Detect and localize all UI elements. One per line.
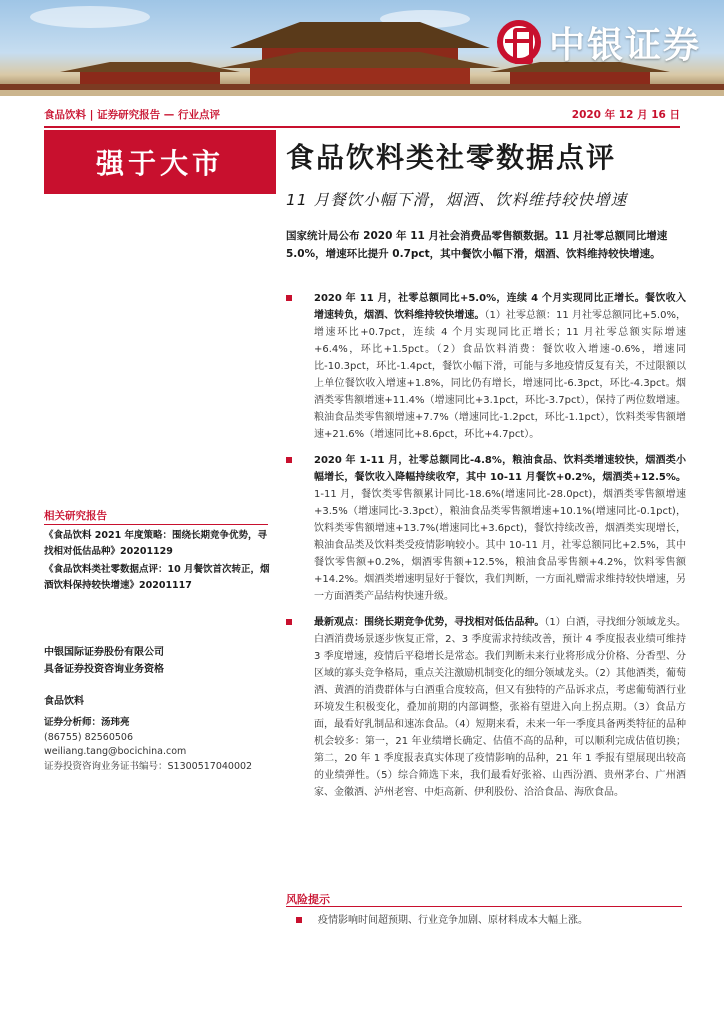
company-name: 中银国际证券股份有限公司 xyxy=(44,647,164,658)
bullet-text: 1-11 月，餐饮类零售额累计同比-18.6%(增速同比-28.0pct)，烟酒类零售额增速+3.5%（增速同比-3.3pct），粮油食品类零售额增速+10.1%(增速同比-0.1pct)，饮料类零售额增速+13.7%(增速同比+3.6pct)，餐饮持续改善，烟酒类实现增长，粮油食品类及饮料类受疫情影响较小。其中 10-11 月，社零总额同比+2.5%，其中餐饮零售额+0.2%，烟酒零售额+12.5%，粮油食品零售额+4.2%，饮料零售额+14.2%。烟酒类增速明显好于餐饮，我们判断，一方面礼赠需求维持较快增速，另一方面酒类产品结构快速升级。 xyxy=(314,489,686,602)
bullet-square-icon xyxy=(286,619,292,625)
bullet-heading: 2020 年 1-11 月，社零总额同比-4.8%，粮油食品、饮料类增速较快，烟酒类小幅增长，餐饮收入降幅持续收窄，其中 10-11 月餐饮+0.2%，烟酒类+12.5%。 xyxy=(314,455,686,483)
bullet-text: （1）社零总额：11 月社零总额同比+5.0%，增速环比+0.7pct，连续 4 个月实现同比正增长；11 月社零总额实际增速+6.4%，环比+1.5pct。（2）食品饮料消费：餐饮收入增速-0.6%，增速同比-10.3pct，环比-1.4pct，餐饮小幅下滑，可能与多地疫情反复有关，不过限额以上单位餐饮收入增速+1.8%，同比仍有增长，增速同比-6.3pct，环比-4.3pct。烟酒类零售额增速+11.4%（增速同比+3.1pct，环比-3.7pct），保持了两位数增速。粮油食品类零售额增速+7.7%（增速同比-1.2pct，环比-1.1pct），饮料类零售额增速+21.6%（增速同比+8.6pct，环比+4.7pct）。 xyxy=(314,310,686,440)
bullet-square-icon xyxy=(286,457,292,463)
analyst-license: 证券投资咨询业务证书编号：S1300517040002 xyxy=(44,760,253,772)
analyst-email[interactable]: weiliang.tang@bocichina.com xyxy=(44,746,187,757)
related-report-link[interactable]: 《食品饮料类社零数据点评：10 月餐饮首次转正，烟酒饮料保持较快增速》20201117 xyxy=(44,564,270,591)
bullet-square-icon xyxy=(286,295,292,301)
boc-logo-icon xyxy=(497,20,541,64)
logo-text: 中银证券 xyxy=(548,23,701,66)
bullet-square-icon xyxy=(296,917,302,923)
divider xyxy=(44,524,268,525)
industry-label: 食品饮料 xyxy=(44,696,84,707)
page-subtitle: 11 月餐饮小幅下滑，烟酒、饮料维持较快增速 xyxy=(286,191,628,209)
analyst-phone: (86755) 82560506 xyxy=(44,731,134,743)
analyst-info xyxy=(44,716,272,774)
company-logo xyxy=(474,8,724,76)
related-reports-list xyxy=(44,528,270,596)
list-item xyxy=(286,452,686,605)
risk-item xyxy=(296,911,588,926)
bullet-heading: 最新观点：围绕长期竞争优势，寻找相对低估品种。 xyxy=(314,617,545,628)
report-category: 食品饮料 | 证券研究报告 — 行业点评 xyxy=(44,108,220,121)
report-date: 2020 年 12 月 16 日 xyxy=(571,108,680,121)
analyst-name: 证券分析师：汤玮亮 xyxy=(44,717,130,728)
certification-text: 具备证券投资咨询业务资格 xyxy=(44,664,164,675)
risk-text: 疫情影响时间超预期、行业竞争加剧、原材料成本大幅上涨。 xyxy=(318,915,588,926)
company-certification xyxy=(44,644,270,678)
related-reports-title: 相关研究报告 xyxy=(44,510,107,522)
divider xyxy=(44,126,680,128)
rating-badge xyxy=(44,130,276,194)
divider xyxy=(286,906,682,907)
risk-title: 风险提示 xyxy=(286,893,330,906)
page-title: 食品饮料类社零数据点评 xyxy=(286,141,617,174)
bullet-list xyxy=(286,290,686,810)
meta-bar xyxy=(44,104,680,124)
list-item xyxy=(286,290,686,443)
header-banner xyxy=(0,0,724,96)
summary-paragraph: 国家统计局公布 2020 年 11 月社会消费品零售额数据。11 月社零总额同比增速 5.0%，增速环比提升 0.7pct，其中餐饮小幅下滑，烟酒、饮料维持较快增速。 xyxy=(286,230,668,260)
bullet-heading: 2020 年 11 月，社零总额同比+5.0%，连续 4 个月实现同比正增长。餐饮收入增速转负，烟酒、饮料维持较快增速。 xyxy=(314,293,686,321)
bullet-text: （1）白酒，寻找细分领域龙头。白酒消费场景逐步恢复正常，2、3 季度需求持续改善，预计 4 季度报表业绩可维持 3 季度增速，疫情后平稳增长是常态。我们判断未来行业将形成分价格、分香型、分区域的寡头竞争格局，重点关注激励机制变化的细分领域龙头。（2）其他酒类，葡萄酒、黄酒的消费群体与白酒重合度较高，但又有独特的产品诉求点，考虑葡萄酒行业环境发生积极变化，叠加前期的内部调整，张裕有望进入向上拐点期。（3）食品方面，最看好乳制品和速冻食品。（4）短期来看，未来一年一季度具备两类特征的品种机会较多：第一，21 年业绩增长确定、估值不高的品种，可以顺利完成估值切换；第二，20 年 1 季度报表真实体现了疫情影响的品种，21 年 1 季报有望展现出较高的业绩弹性。（5）综合筛选下来，我们最看好张裕、山西汾酒、贵州茅台、广州酒家、金徽酒、泸州老窖、中炬高新、伊利股份、洽洽食品、海欣食品。 xyxy=(314,617,686,798)
list-item xyxy=(286,614,686,801)
related-report-link[interactable]: 《食品饮料 2021 年度策略：围绕长期竞争优势，寻找相对低估品种》20201129 xyxy=(44,530,268,557)
rating-text: 强于大市 xyxy=(95,147,224,180)
